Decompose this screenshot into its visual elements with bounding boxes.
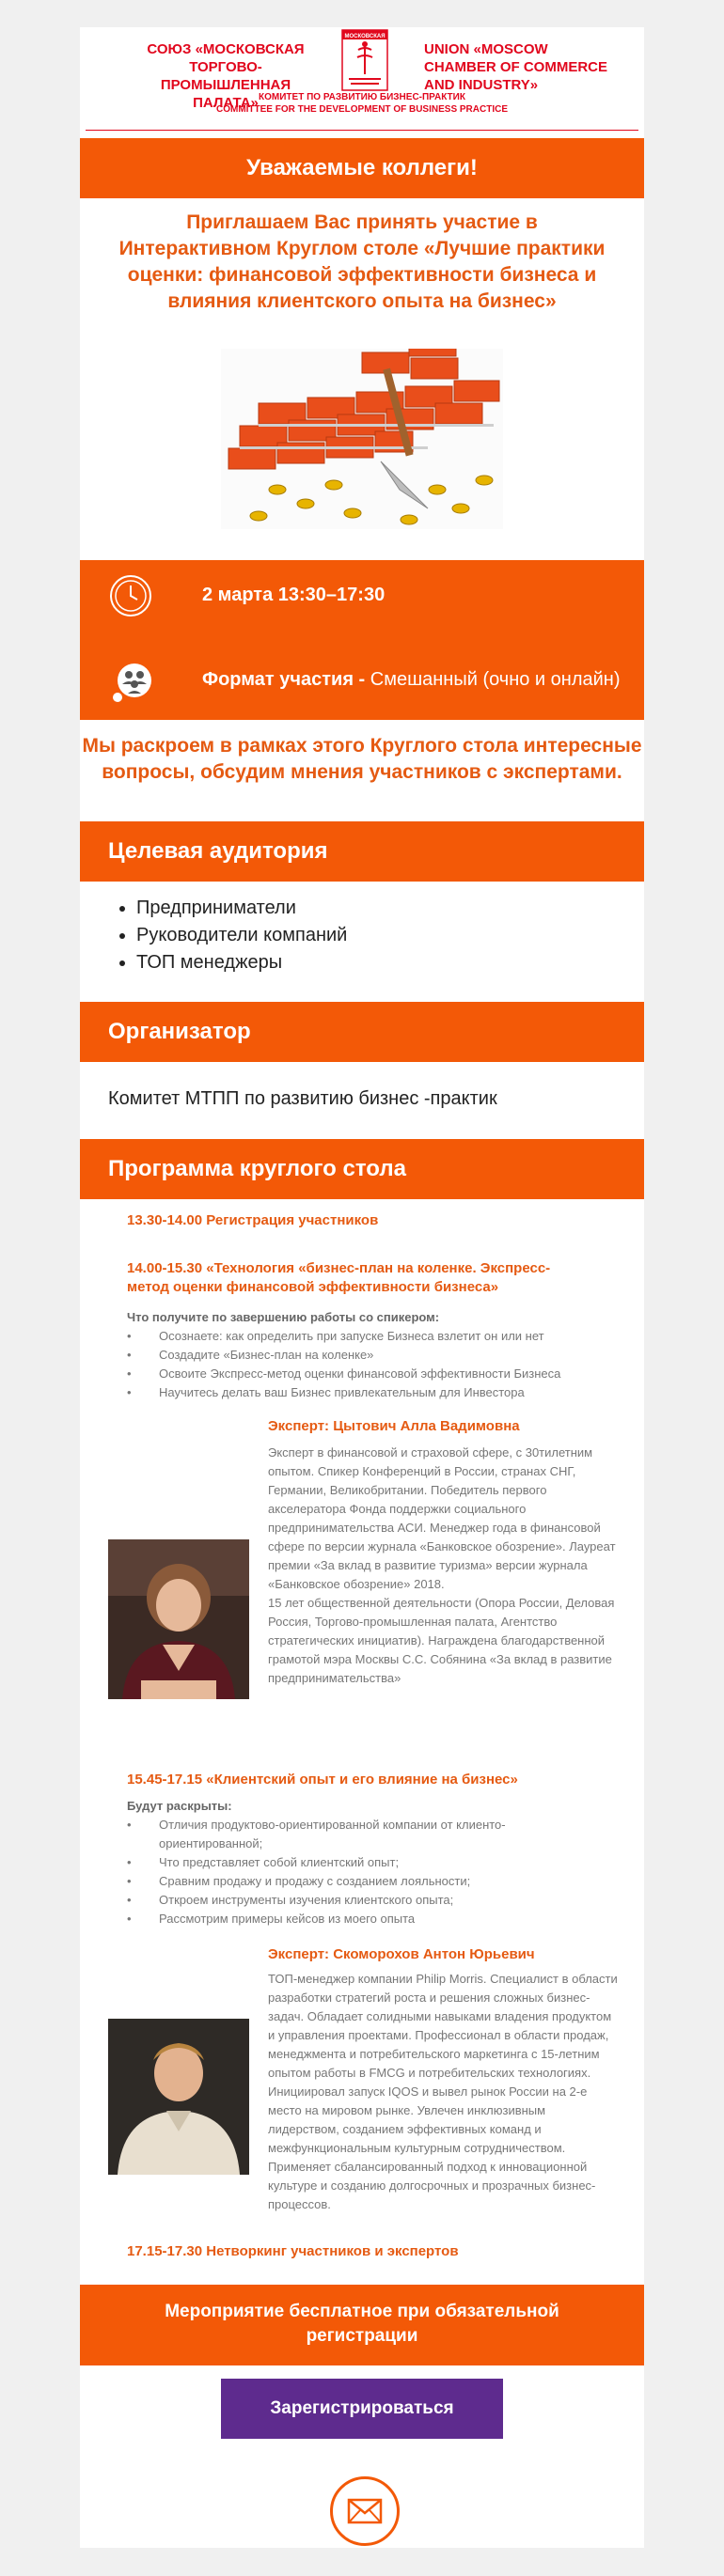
greeting-title: Уважаемые коллеги! (246, 155, 478, 180)
organizer-text: Комитет МТПП по развитию бизнес -практик (108, 1088, 497, 1109)
email-header (80, 27, 644, 138)
register-area (80, 2365, 644, 2576)
cta-text: Мероприятие бесплатное при обязательной регистрации (165, 2302, 559, 2346)
format-label: Формат участия - (202, 669, 366, 690)
program-section (80, 1199, 644, 2285)
email-page (80, 27, 644, 2548)
list-item: • Отличия продуктово-ориентированной компании от клиенто-ориентированной; (127, 1816, 597, 1853)
list-item: • Откроем инструменты изучения клиентского опыта; (127, 1891, 597, 1910)
list-item: • Что представляет собой клиентский опыт; (127, 1853, 597, 1872)
session2-title: 15.45-17.15 «Клиентский опыт и его влияние на бизнес» (127, 1772, 518, 1788)
list-item: • Освоите Экспресс-метод оценки финансовой эффективности Бизнеса (127, 1365, 616, 1383)
format-value: Смешанный (очно и онлайн) (365, 669, 621, 690)
expert1-photo (108, 1539, 249, 1699)
intro-text: Мы раскроем в рамках этого Круглого стола интересные вопросы, обсудим мнения участников с экспертами. (82, 735, 642, 783)
register-button[interactable]: Зарегистрироваться (221, 2379, 503, 2439)
committee-en: COMMITTEE FOR THE DEVELOPMENT OF BUSINESS PRACTICE (215, 104, 508, 115)
event-info-band (80, 560, 644, 720)
header-left-title: СОЮЗ «МОСКОВСКАЯ ТОРГОВО-ПРОМЫШЛЕННАЯ ПАЛАТА» (147, 41, 305, 111)
session2-expert: Эксперт: Скоморохов Антон Юрьевич (268, 1946, 535, 1962)
audience-list (80, 882, 644, 1002)
hero-section (80, 349, 644, 560)
list-item: • Рассмотрим примеры кейсов из моего опыта (127, 1910, 597, 1928)
program-title: Программа круглого стола (108, 1156, 406, 1181)
event-format (202, 669, 621, 691)
clock-icon (108, 573, 153, 618)
program-band (80, 1139, 644, 1199)
people-group-icon (108, 656, 161, 709)
list-item: • ТОП менеджеры (136, 949, 644, 976)
audience-band (80, 821, 644, 882)
session1-expert: Эксперт: Цытович Алла Вадимовна (268, 1418, 520, 1434)
list-item: • Создадите «Бизнес-план на коленке» (127, 1346, 616, 1365)
mail-icon (333, 2479, 397, 2543)
list-item: • Сравним продажу и продажу с созданием лояльности; (127, 1872, 597, 1891)
program-registration: 13.30-14.00 Регистрация участников (127, 1212, 379, 1228)
header-right-title: UNION «MOSCOW CHAMBER OF COMMERCE AND INDUSTRY» (424, 41, 607, 93)
greeting-band (80, 138, 644, 198)
committee-ru: КОМИТЕТ ПО РАЗВИТИЮ БИЗНЕС-ПРАКТИК (259, 92, 465, 102)
session1-bio: Эксперт в финансовой и страховой сфере, с 30тилетним опытом. Спикер Конференций в России, странах СНГ, Германии, Великобритании. Победитель первого акселератора Фонда поддержки социального предпринимательства АСИ. Менеджер года в финансовой сфере по версии журнала «Банковское обозрение». Лауреат премии «За вклад в развитие туризма» версии журнала «Банковское обозрение» 2018. 15 лет общественной деятельности (Опора России, Деловая Россия, Торгово-промышленная палата, Агентство стратегических инициатив). Награждена благодарственной грамотой мэра Москвы С.С. Собянина «За вклад в развитие предпринимательства» (268, 1445, 616, 1685)
logo-caption: МОСКОВСКАЯ (344, 34, 386, 39)
session2-outcomes (127, 1797, 597, 1928)
event-datetime: 2 марта 13:30–17:30 (202, 585, 386, 605)
list-item: • Руководители компаний (136, 922, 644, 949)
organizer-band (80, 1002, 644, 1062)
header-divider (86, 130, 638, 131)
session1-title: 14.00-15.30 «Технология «бизнес-план на коленке. Экспресс-метод оценки финансовой эффективности бизнеса» (127, 1260, 551, 1295)
mail-link[interactable] (330, 2476, 400, 2546)
hero-bricks-image (221, 349, 503, 529)
program-networking: 17.15-17.30 Нетворкинг участников и экспертов (127, 2243, 459, 2259)
invite-text: Приглашаем Вас принять участие в Интерактивном Круглом столе «Лучшие практики оценки: финансовой эффективности бизнеса и влияния клиентского опыта на бизнес» (118, 211, 606, 312)
session1-lead: Что получите по завершению работы со спикером: (127, 1310, 440, 1324)
list-item: • Научитесь делать ваш Бизнес привлекательным для Инвестора (127, 1383, 616, 1402)
list-item: • Осознаете: как определить при запуске Бизнеса взлетит он или нет (127, 1327, 616, 1346)
list-item: • Предприниматели (136, 895, 644, 922)
audience-title: Целевая аудитория (108, 838, 328, 864)
cta-band (80, 2285, 644, 2365)
chamber-logo (341, 29, 388, 91)
committee-name (80, 91, 644, 116)
session2-bio: ТОП-менеджер компании Philip Morris. Специалист в области разработки стратегий роста и решения сложных бизнес-задач. Обладает солидными навыками владения продуктом и управления проектами. Профессионал в области продаж, менеджмента и потребительского маркетинга с 15-летним опытом работы в FMCG и потребительских технологиях. Инициировал запуск IQOS и вывел рынок России на 2-е место на мировом рынке. Увлечен инклюзивным лидерством, созданием эффективных команд и межфункциональным культурным сотрудничеством. Применяет сбалансированный подход к инновационной культуре и созданию долгосрочных и прозрачных бизнес-процессов. (268, 1972, 618, 2211)
session2-lead: Будут раскрыты: (127, 1799, 232, 1813)
organizer-title: Организатор (108, 1019, 251, 1044)
session1-outcomes (127, 1308, 616, 1402)
expert2-photo (108, 2019, 249, 2175)
